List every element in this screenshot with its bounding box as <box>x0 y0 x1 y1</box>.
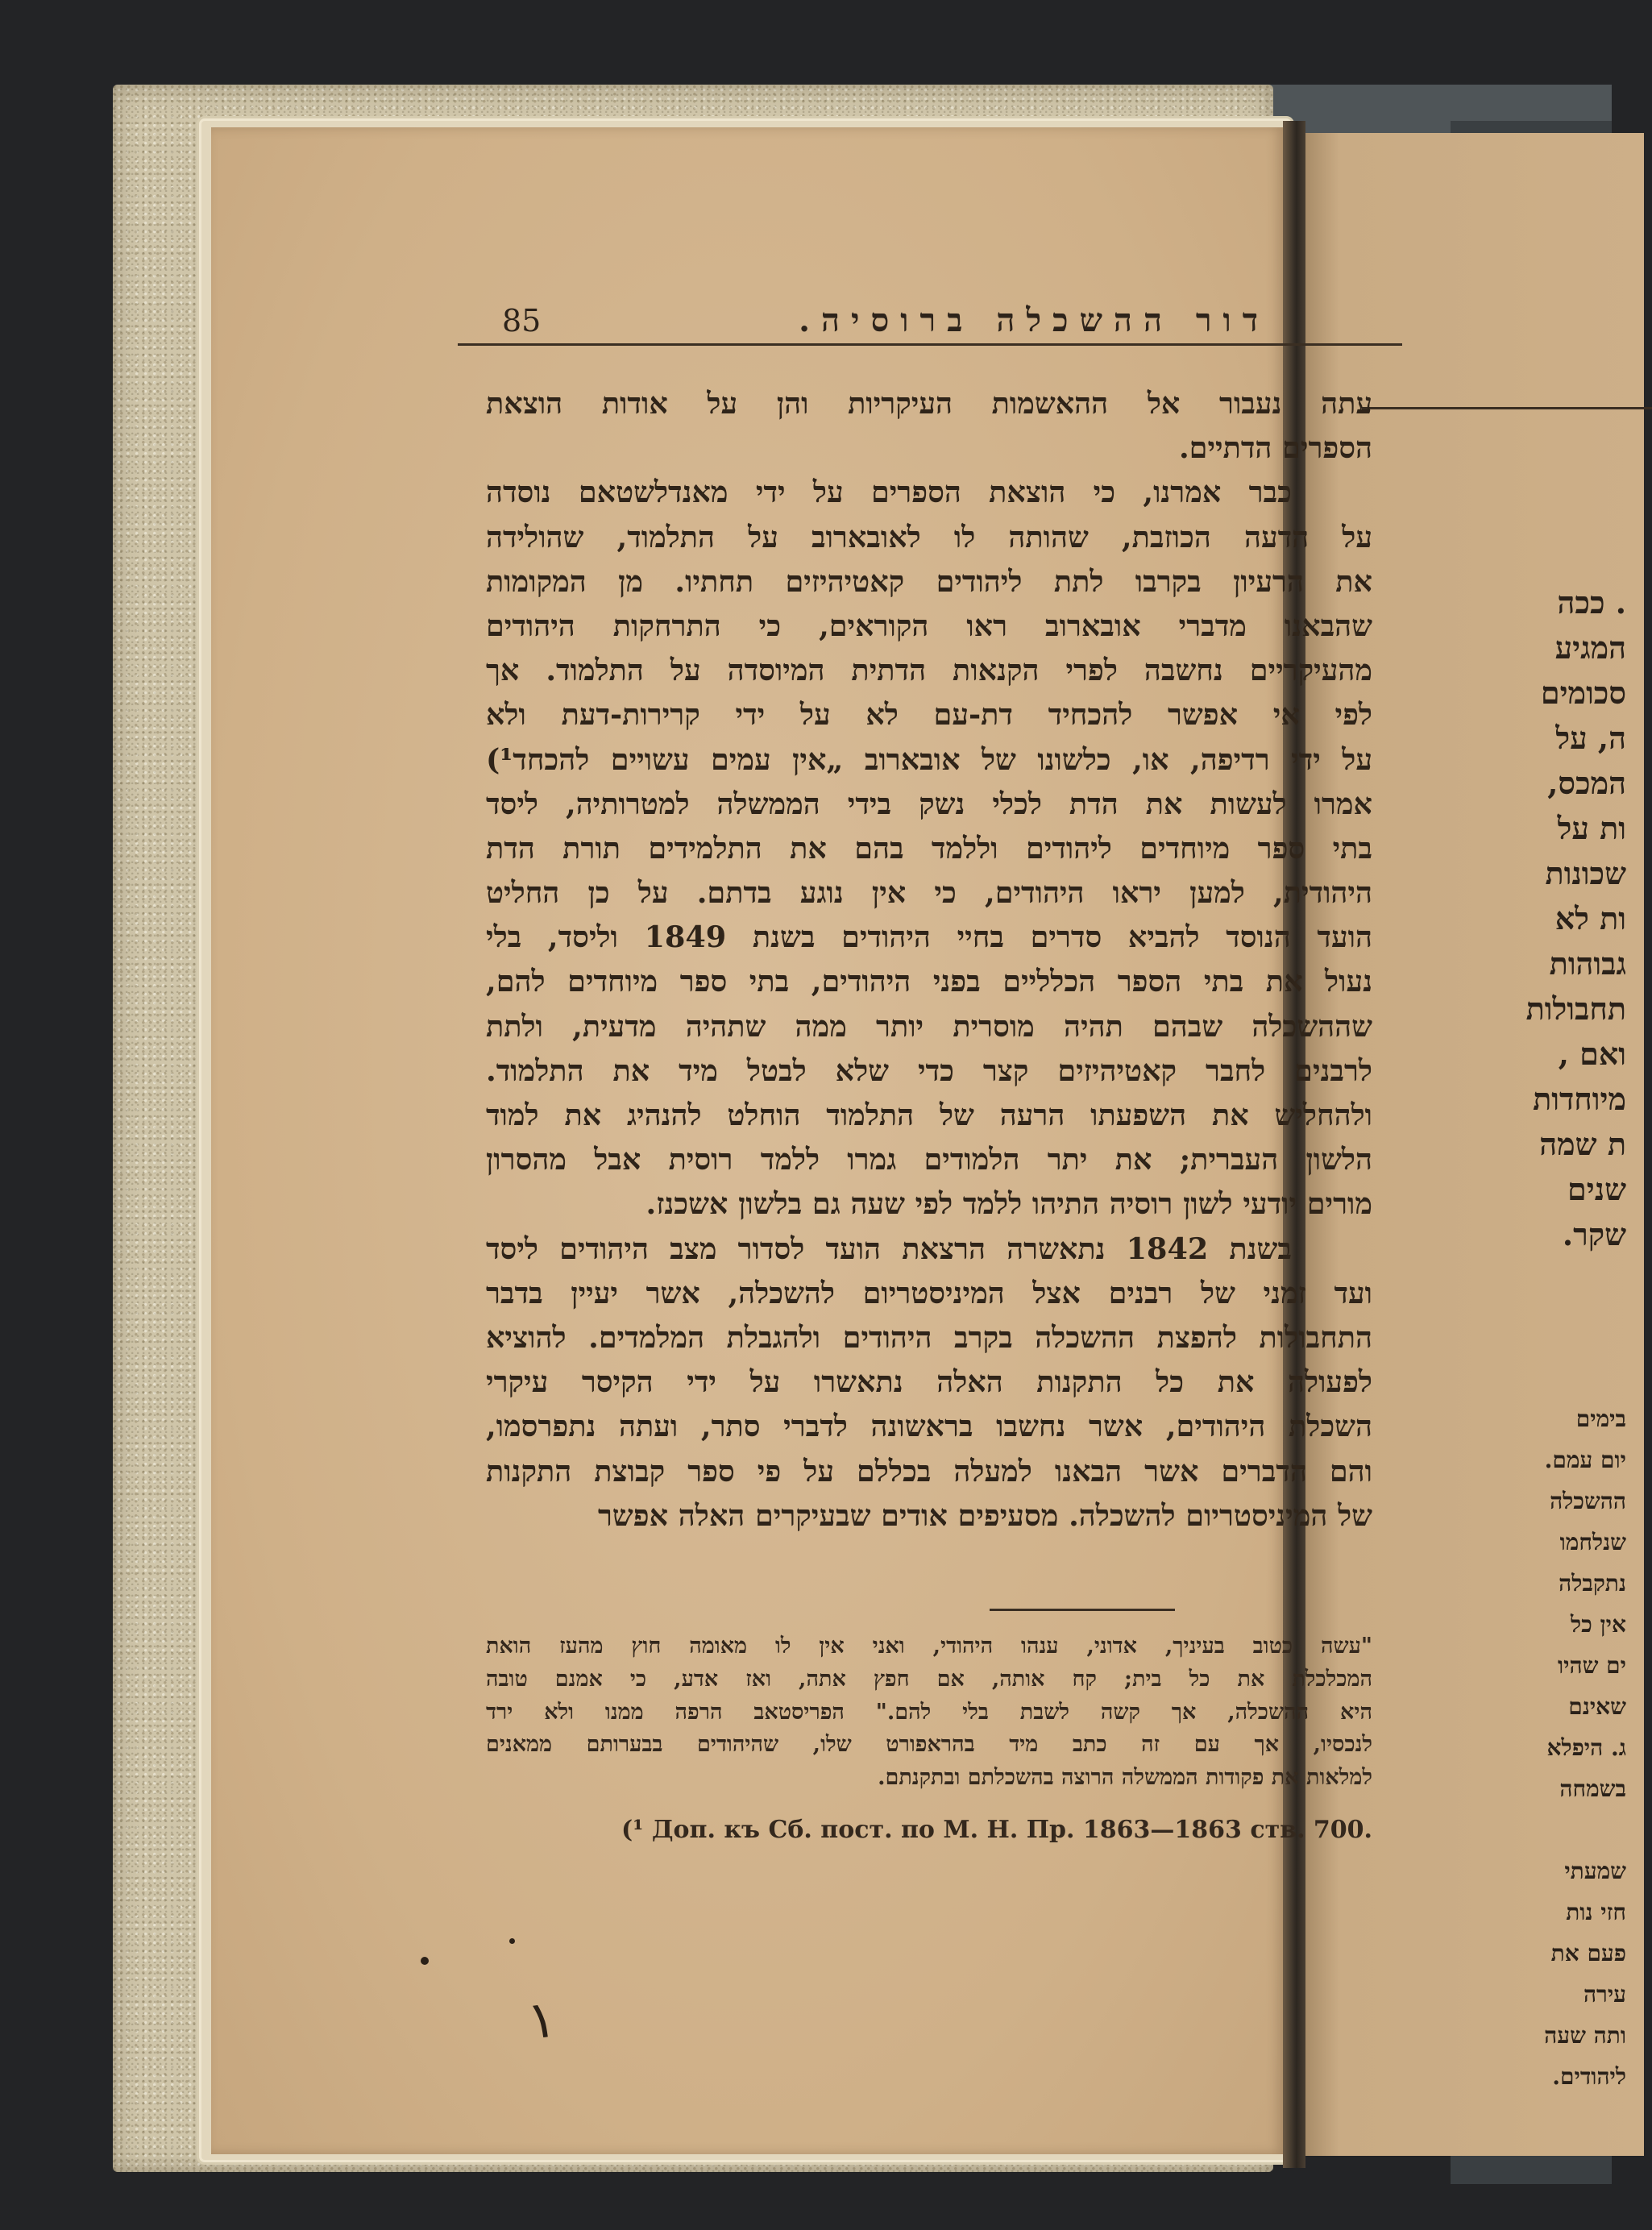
body-line: על ידי רדיפה, או, כלשונו של אובארוב „אין עמים עשויים להכחד¹) <box>486 741 1372 777</box>
opposite-page-fragment: שקר. <box>1562 1216 1626 1252</box>
body-line: בשנת 1842 נתאשרה הרצאת הועד לסדור מצב היהודים ליסד <box>486 1231 1292 1266</box>
opposite-page-fragment: אין כל <box>1571 1611 1626 1638</box>
opposite-page-fragment: תחבולות <box>1525 990 1626 1027</box>
body-line: ועד זמני של רבנים אצל המיניסטריום להשכלה, אשר יעיין בדבר <box>486 1275 1372 1310</box>
ink-dot <box>421 1957 429 1965</box>
opposite-page-fragment: ות לא <box>1554 900 1626 936</box>
body-line: מהעיקריים נחשבה לפרי הקנאות הדתית המיוסדה על התלמוד. אך <box>486 653 1372 688</box>
handwritten-mark: ١ <box>524 1988 560 2053</box>
body-line: מורים יודעי לשון רוסיה התיהו ללמד לפי שעה גם בלשון אשכנז. <box>645 1186 1372 1222</box>
opposite-page-fragment: שנים <box>1567 1171 1626 1207</box>
opposite-page-fragment: ות על <box>1557 810 1626 846</box>
body-line: לפי אי אפשר להכחיד דת-עם לא על ידי קרירות-דעת ולא <box>486 697 1372 733</box>
opposite-page-fragment: שמעתי <box>1564 1858 1626 1884</box>
opposite-page-fragment: המכס, <box>1547 765 1626 801</box>
body-line: הספרים הדתיים. <box>1178 430 1372 466</box>
opposite-page-fragment: עירה <box>1583 1981 1626 2008</box>
body-line: הלשון העברית; את יתר הלמודים גמרו ללמד רוסית אבל מהסרון <box>486 1142 1372 1177</box>
opposite-page-fragment: ליהודים. <box>1552 2063 1626 2090</box>
body-line: לרבנים לחבר קאטיהיזים קצר כדי שלא לבטל מיד את התלמוד. <box>486 1053 1372 1088</box>
body-line: על הדעה הכוזבת, שהותה לו לאובארוב על התלמוד, שהולידה <box>486 519 1372 554</box>
footnote-line: למלאות את פקודות הממשלה הרוצה בהשכלתם ובתקנתם. <box>878 1765 1372 1791</box>
opposite-page-fragment: פעם את <box>1550 1940 1626 1966</box>
body-line: נעול את בתי הספר הכלליים בפני היהודים, בתי ספר מיוחדים להם, <box>486 964 1372 999</box>
opposite-page-fragment: ג. היפלא <box>1546 1734 1626 1761</box>
body-line: היהודית, למען יראו היהודים, כי אין נוגע בדתם. על כן החליט <box>486 875 1372 911</box>
body-line: את הרעיון בקרבו לתת ליהודים קאטיהיזים תחתיו. מן המקומות <box>486 563 1372 599</box>
body-line: אמרו לעשות את הדת לכלי נשק בידי הממשלה למטרותיה, ליסד <box>486 786 1372 821</box>
footnote-line: "עשה כטוב בעיניך, אדוני, ענהו היהודי, ואני אין לו מאומה חוץ מהעז הואת <box>486 1634 1372 1659</box>
footnote-citation: (¹ Доп. къ Сб. пост. по М. Н. Пр. 1863—1863 ств. 700. <box>621 1816 1372 1844</box>
page-header <box>458 297 1402 345</box>
body-line: ולהחליש את השפעתו הרעה של התלמוד הוחלט להנהיג את למוד <box>486 1098 1372 1132</box>
body-line: בתי ספר מיוחדים ליהודים וללמד בהם את התלמידים תורת הדת <box>486 830 1372 866</box>
opposite-page-fragment: ההשכלה <box>1550 1488 1626 1514</box>
body-line: השכלת היהודים, אשר נחשבו בראשונה לדברי סתר, ועתה נתפרסמו, <box>486 1409 1372 1444</box>
body-line: התחבולות להפצת ההשכלה בקרב היהודים ולהגבלת המלמדים. להוציא <box>486 1319 1372 1355</box>
body-line: שההשכלה שבהם תהיה מוסרית יותר ממה שתהיה מדעית, ולתת <box>486 1008 1372 1044</box>
opposite-page-fragment: שנלחמו <box>1559 1529 1626 1555</box>
opposite-page-fragment: סכומים <box>1540 675 1626 711</box>
opposite-page-fragment: חזי נות <box>1566 1899 1626 1925</box>
running-head: דור ההשכלה ברוסיה. <box>799 301 1269 339</box>
opposite-page-fragment: בימים <box>1575 1406 1626 1432</box>
footnote-line: היא ההשכלה, אך קשה לשבת בלי להם." הפריסטאב הרפה ממנו ולא ירד <box>486 1699 1372 1725</box>
opposite-page-fragment: נתקבלה <box>1559 1570 1626 1597</box>
body-line: עתה נעבור אל ההאשמות העיקריות והן על אודות הוצאת <box>486 386 1372 421</box>
opposite-page-fragment: שכונות <box>1545 855 1626 891</box>
opposite-page-fragment: מיוחדות <box>1533 1081 1626 1117</box>
ink-dot <box>509 1938 515 1944</box>
body-line: שהבאנו מדברי אובארוב ראו הקוראים, כי התרחקות היהודים <box>486 608 1372 643</box>
body-line: והם הדברים אשר הבאנו למעלה בכללם על פי ספר קבוצת התקנות <box>486 1453 1372 1489</box>
body-text <box>486 381 1372 1538</box>
opposite-page-fragment: ת שמה <box>1539 1126 1626 1162</box>
footnote <box>486 1630 1372 1795</box>
opposite-page-fragment: ה, על <box>1555 720 1626 756</box>
opposite-page-fragment: שאינם <box>1568 1693 1626 1720</box>
opposite-page-fragment: . ככה <box>1557 584 1626 621</box>
body-line: לפעולה את כל התקנות האלה נתאשרו על ידי הקיסר עיקרי <box>486 1364 1372 1400</box>
page-number: 85 <box>502 303 542 338</box>
footnote-line: המכלכלת את כל בית; קח אותה, אם חפץ אתה, ואז אדע, כי אמנם טובה <box>486 1666 1372 1692</box>
opposite-page-fragment: גבוהות <box>1549 945 1626 982</box>
body-line: הועד הנוסד להביא סדרים בחיי היהודים בשנת 1849 וליסד, בלי <box>486 920 1372 955</box>
opposite-page-rule <box>1362 407 1652 409</box>
opposite-page-fragment <box>1497 1809 1626 1850</box>
opposite-page-fragments-bottom <box>1497 1398 1626 2097</box>
opposite-page-fragment: ואם , <box>1558 1036 1626 1072</box>
footnote-rule <box>990 1609 1175 1611</box>
opposite-page-fragment: ותה שעה <box>1544 2022 1626 2049</box>
opposite-page-fragments-top <box>1497 580 1626 1257</box>
body-line: כבר אמרנו, כי הוצאת הספרים על ידי מאנדלשטאם נוסדה <box>486 475 1292 510</box>
opposite-page-fragment: בשמחה <box>1559 1775 1626 1802</box>
footnote-line: לנכסיו, אך עם זה כתב מיד בהראפורט שלו, שהיהודים בבערותם ממאנים <box>486 1732 1372 1758</box>
opposite-page-fragment: יום עמם. <box>1544 1447 1626 1473</box>
opposite-page-fragment: המגיע <box>1554 629 1626 666</box>
body-line: של המיניסטריום להשכלה. מסעיפים אודים שבעיקרים האלה אפשר <box>598 1497 1372 1533</box>
opposite-page-fragment: ים שהיו <box>1558 1652 1626 1679</box>
header-rule <box>458 343 1402 346</box>
